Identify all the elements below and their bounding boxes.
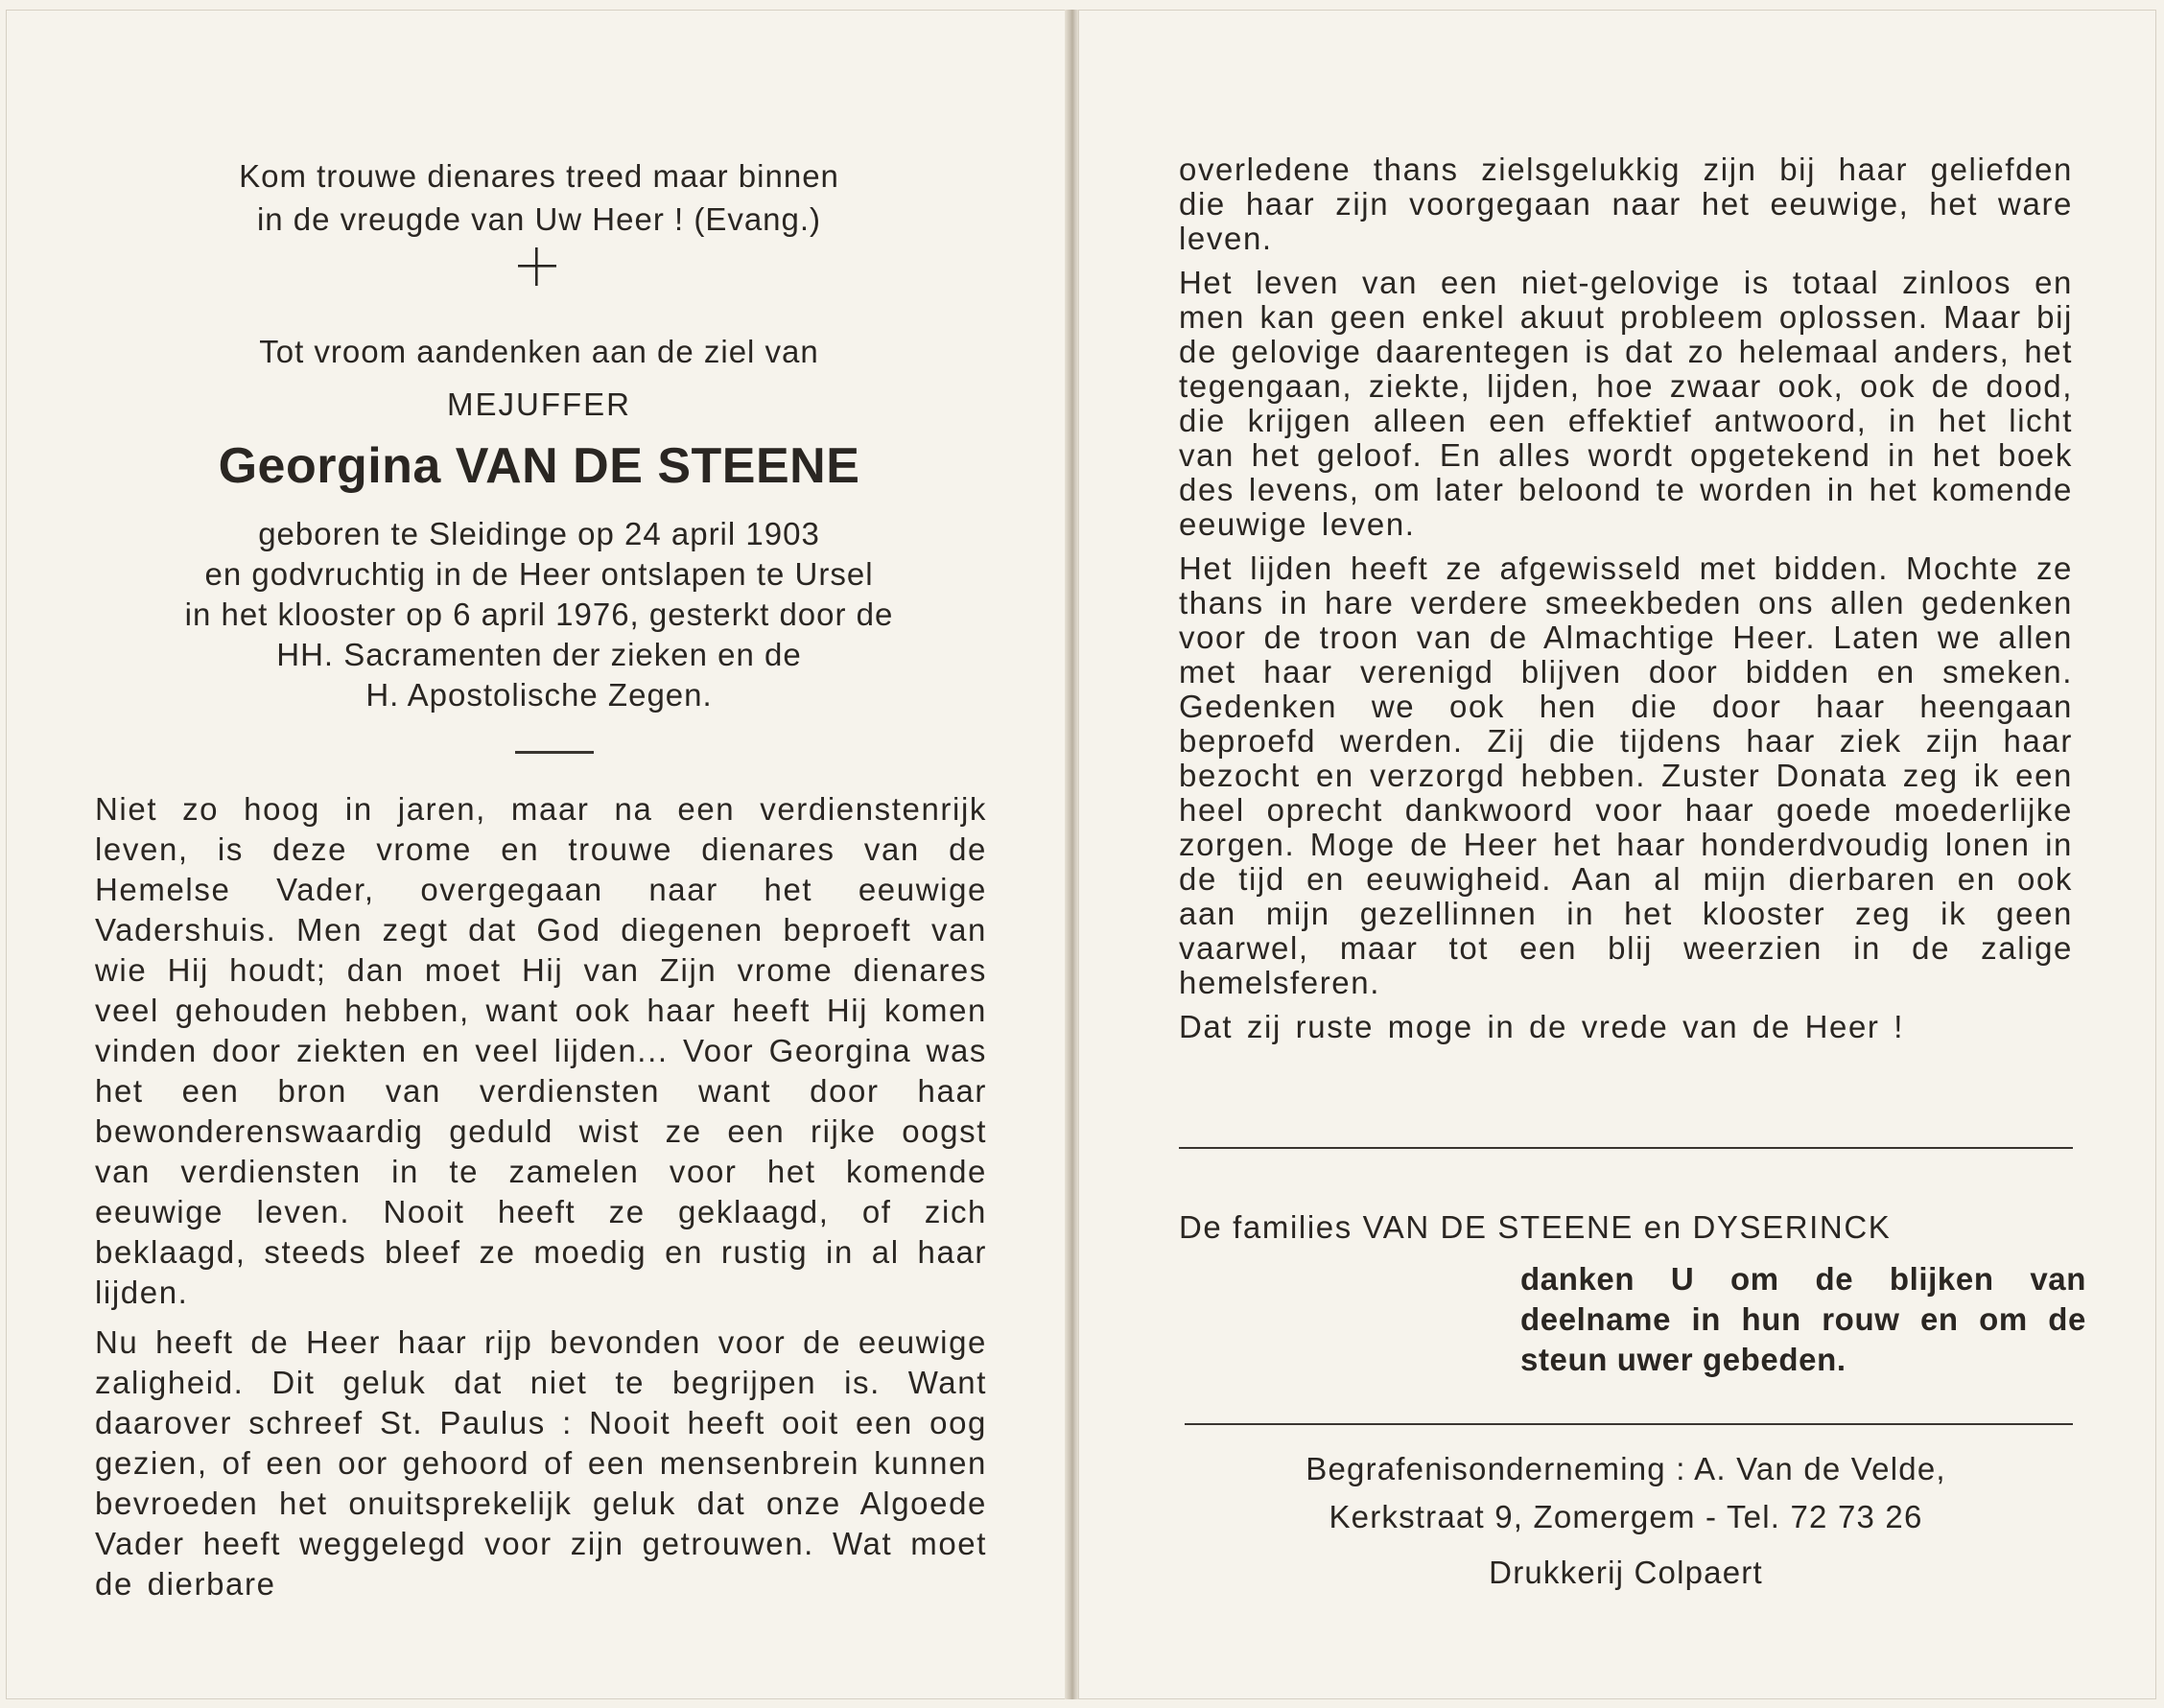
left-page [6, 10, 1069, 1699]
intro-verse [64, 154, 1014, 241]
thanks-text: danken U om de blijken van deelname in hun rouw en om de steun uwer gebeden. [1520, 1261, 2086, 1377]
details-line: H. Apostolische Zegen. [365, 677, 713, 713]
tribute-text-continued [1179, 152, 2073, 1054]
tribute-text [95, 789, 987, 1614]
latin-cross-icon [7, 246, 1068, 292]
details-line: in het klooster op 6 april 1976, gesterkt door de [184, 597, 894, 632]
printer-line: Drukkerij Colpaert [1489, 1555, 1763, 1590]
right-page [1078, 10, 2156, 1699]
divider [1179, 1147, 2073, 1149]
birth-death-details [45, 514, 1033, 715]
divider [515, 751, 594, 754]
divider [1185, 1423, 2073, 1425]
undertaker-line: Begrafenisonderneming : A. Van de Velde, [1305, 1451, 1946, 1486]
paragraph: Het leven van een niet-gelovige is totaal zinloos en men kan geen enkel akuut probleem oplossen. Maar bij de gelovige daarentegen is dat zo helemaal anders, het tegengaan, ziekte, lijden, hoe zwaar ook, ook de dood, die krijgen alleen een effektief antwoord, in het licht van het geloof. En alles wordt opgetekend in het boek des levens, om later beloond te worden in het komende eeuwige leven. [1179, 265, 2073, 542]
intro-line: Kom trouwe dienares treed maar binnen [239, 158, 839, 194]
details-line: en godvruchtig in de Heer ontslapen te Ursel [204, 556, 874, 592]
closing-line: Dat zij ruste moge in de vrede van de Heer ! [1179, 1009, 1905, 1044]
deceased-name: Georgina VAN DE STEENE [218, 438, 860, 494]
memory-line: Tot vroom aandenken aan de ziel van [259, 334, 819, 369]
intro-line: in de vreugde van Uw Heer ! (Evang.) [256, 201, 822, 237]
honorific-title: MEJUFFER [447, 386, 631, 422]
families-line: De families VAN DE STEENE en DYSERINCK [1179, 1209, 1892, 1245]
paragraph: Niet zo hoog in jaren, maar na een verdienstenrijk leven, is deze vrome en trouwe dienares van de Hemelse Vader, overgegaan naar het eeuwige Vadershuis. Men zegt dat God diegenen beproeft van wie Hij houdt; dan moet Hij van Zijn vrome dienares veel gehouden hebben, want ook haar heeft Hij komen vinden door ziekten en veel lijden... Voor Georgina was het een bron van verdiensten want door haar bewonderenswaardig geduld wist ze een rijke oogst van verdiensten in te zamelen voor het komende eeuwige leven. Nooit heeft ze geklaagd, of zich beklaagd, steeds bleef ze moedig en rustig in al haar lijden. [95, 791, 987, 1310]
address-line: Kerkstraat 9, Zomergem - Tel. 72 73 26 [1329, 1499, 1923, 1534]
details-line: geboren te Sleidinge op 24 april 1903 [258, 516, 820, 551]
details-line: HH. Sacramenten der zieken en de [276, 637, 802, 672]
paragraph: Het lijden heeft ze afgewisseld met bidden. Mochte ze thans in hare verdere smeekbeden ons allen gedenken voor de troon van de Almachtige Heer. Laten we allen met haar verenigd blijven door bidden en smeken. Gedenken we ook hen die door haar heengaan beproefd werden. Zij die tijdens haar ziek zijn haar bezocht en verzorgd hebben. Zuster Donata zeg ik een heel oprecht dankwoord voor haar goede moederlijke zorgen. Moge de Heer het haar honderdvoudig lonen in de tijd en eeuwigheid. Aan al mijn dierbaren en ook aan mijn gezellinnen in het klooster zeg ik geen vaarwel, maar tot een blij weerzien in de zalige hemelsferen. [1179, 550, 2073, 1000]
paragraph: overledene thans zielsgelukkig zijn bij haar geliefden die haar zijn voorgegaan naar het eeuwige, het ware leven. [1179, 152, 2073, 256]
paragraph: Nu heeft de Heer haar rijp bevonden voor de eeuwige zaligheid. Dit geluk dat niet te begrijpen is. Want daarover schreef St. Paulus : Nooit heeft ooit een oog gezien, of een oor gehoord of een mensenbrein kunnen bevroeden het onuitsprekelijk geluk dat onze Algoede Vader heeft weggelegd voor zijn getrouwen. Wat moet de dierbare [95, 1324, 987, 1602]
